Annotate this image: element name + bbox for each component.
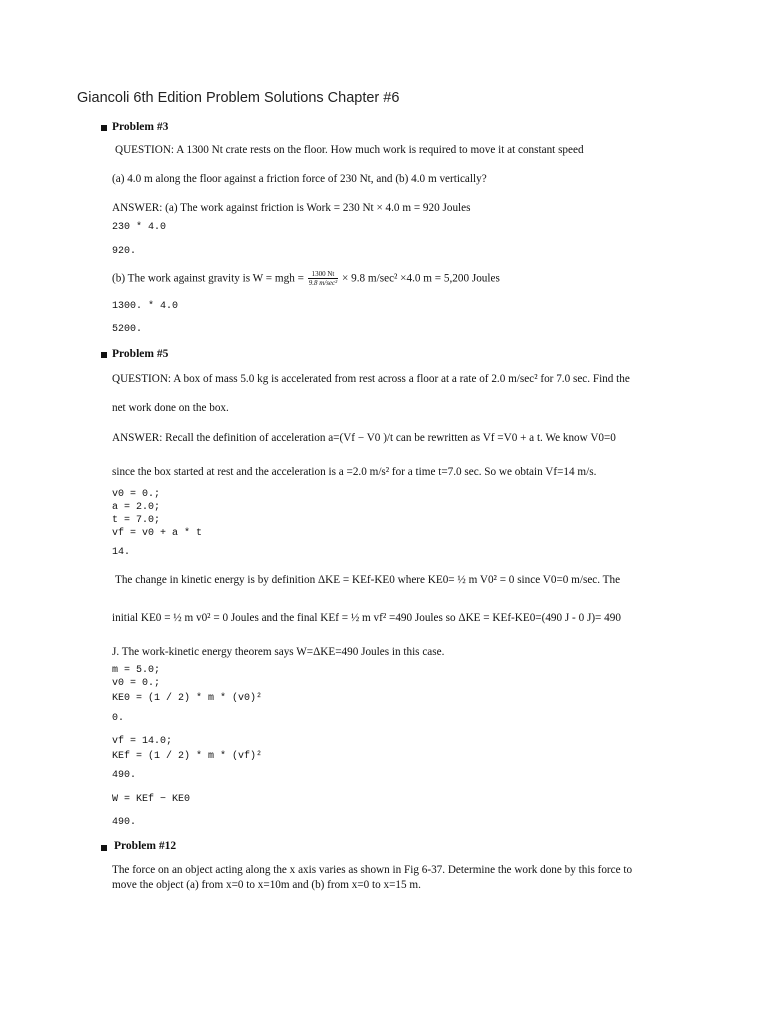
problem3-output1: 920. — [112, 246, 137, 257]
problem5-answer-line1: ANSWER: Recall the definition of acceleration a=(Vf − V0 )/t can be rewritten as Vf =V0 + a t. We know V0=0 — [112, 432, 616, 444]
problem3-question-line2: (a) 4.0 m along the floor against a friction force of 230 Nt, and (b) 4.0 m vertically? — [112, 173, 487, 185]
problem5-output2: 0. — [112, 713, 125, 724]
page-title: Giancoli 6th Edition Problem Solutions Chapter #6 — [77, 90, 400, 106]
problem5-ke-line3: J. The work-kinetic energy theorem says W=ΔKE=490 Joules in this case. — [112, 646, 445, 658]
bullet-icon — [101, 352, 107, 358]
fraction-numerator: 1300 Nt — [311, 270, 335, 278]
problem5-code2-line2: v0 = 0.; — [112, 678, 161, 689]
problem5-question-line1: QUESTION: A box of mass 5.0 kg is accelerated from rest across a floor at a rate of 2.0 m/sec² for 7.0 sec. Find the — [112, 373, 630, 385]
problem5-code2-line1: m = 5.0; — [112, 665, 161, 676]
problem5-code3-line1: vf = 14.0; — [112, 736, 173, 747]
fraction-denominator: 9.8 m/sec² — [308, 279, 338, 287]
problem5-output1: 14. — [112, 547, 131, 558]
problem5-code2-line3: KE0 = (1 / 2) * m * (v0)² — [112, 693, 263, 704]
problem5-code3-line2: KEf = (1 / 2) * m * (vf)² — [112, 751, 263, 762]
problem3-output2: 5200. — [112, 324, 143, 335]
problem3-answer-b-prefix: (b) The work against gravity is W = mgh = — [112, 272, 307, 285]
problem12-heading: Problem #12 — [114, 840, 177, 852]
problem3-fraction — [308, 271, 339, 287]
problem5-heading: Problem #5 — [112, 348, 169, 360]
problem3-answer-b-suffix: × 9.8 m/sec² ×4.0 m = 5,200 Joules — [339, 272, 500, 285]
problem3-code1: 230 * 4.0 — [112, 222, 167, 233]
problem5-code4: W = KEf − KE0 — [112, 794, 191, 805]
problem3-answer-a: ANSWER: (a) The work against friction is Work = 230 Nt × 4.0 m = 920 Joules — [112, 202, 471, 214]
problem5-answer-line2: since the box started at rest and the acceleration is a =2.0 m/s² for a time t=7.0 sec. So we obtain Vf=14 m/s. — [112, 466, 597, 478]
problem12-text-line1: The force on an object acting along the x axis varies as shown in Fig 6-37. Determine the work done by this force to — [112, 864, 633, 876]
problem3-answer-b — [112, 271, 500, 287]
problem5-code1-line1: v0 = 0.; — [112, 489, 161, 500]
bullet-icon — [101, 845, 107, 851]
problem3-code2: 1300. * 4.0 — [112, 301, 179, 312]
problem5-output3: 490. — [112, 770, 137, 781]
problem3-heading: Problem #3 — [112, 121, 169, 133]
problem5-ke-line2: initial KE0 = ½ m v0² = 0 Joules and the final KEf = ½ m vf² =490 Joules so ΔKE = KEf-KE0=(490 J - 0 J)= 490 — [112, 612, 621, 624]
problem5-question-line2: net work done on the box. — [112, 402, 229, 414]
problem5-code1-line4: vf = v0 + a * t — [112, 528, 203, 539]
bullet-icon — [101, 125, 107, 131]
problem3-question-line1: QUESTION: A 1300 Nt crate rests on the floor. How much work is required to move it at constant speed — [115, 144, 584, 156]
problem5-ke-line1: The change in kinetic energy is by definition ΔKE = KEf-KE0 where KE0= ½ m V0² = 0 since V0=0 m/sec. The — [115, 574, 621, 586]
problem5-code1-line2: a = 2.0; — [112, 502, 161, 513]
problem5-code1-line3: t = 7.0; — [112, 515, 161, 526]
problem5-output4: 490. — [112, 817, 137, 828]
problem12-text-line2: move the object (a) from x=0 to x=10m and (b) from x=0 to x=15 m. — [112, 879, 421, 891]
